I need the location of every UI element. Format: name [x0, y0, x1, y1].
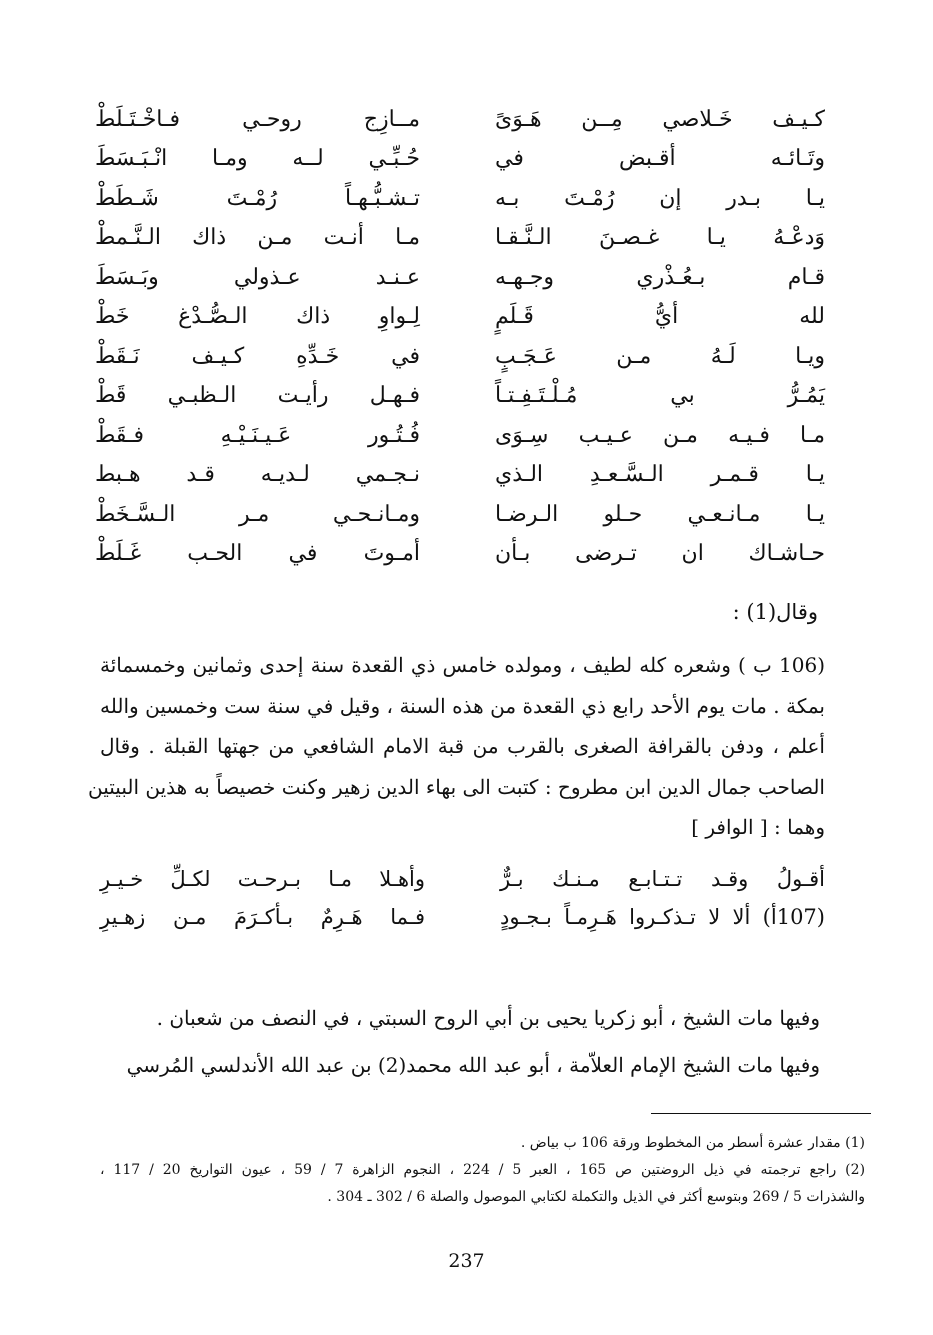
poem-stanza: [95, 100, 825, 574]
footnotes: [100, 1130, 865, 1211]
verse: [95, 495, 825, 535]
verse: [95, 377, 825, 417]
footnote-separator: [651, 1113, 871, 1114]
verse-second-hemistich: حُـبِّـي لــه ومـا انْـبَـسَطَ: [95, 146, 420, 172]
verse-second-hemistich: فـما هَـرِمٌ بـأكـرَمَ مـن زهـيرِ: [100, 904, 425, 929]
verse-first-hemistich: قـام بـعُـذْري وجـهـه: [495, 264, 825, 290]
verse-second-hemistich: فُـتُـور عَـيـنَـيْـهِ فـقَطْ: [95, 422, 420, 448]
verse-first-hemistich: مـا فـيـه مـن عـيـب سِـوَى: [495, 422, 825, 448]
verse-first-hemistich: يـا قـمـر الـسَّـعـدِ الـذي: [495, 462, 825, 488]
verse-first-hemistich: كـيـف خَـلاصي مِــن هَـوَىً: [495, 106, 825, 132]
prose-paragraph: [88, 645, 825, 848]
verse-second-hemistich: لِـواوِ ذاك الـصُّـدْغ خَطْ: [95, 304, 420, 330]
verse: [95, 298, 825, 338]
verse-second-hemistich: مـا أنـت مـن ذاك الـنَّـمطْ: [95, 225, 420, 251]
verse-first-hemistich: أقـولُ وقـد تـتـابـع مـنـك بـرٌّ: [500, 866, 825, 891]
prose-line: وهما : [ الوافر ]: [691, 815, 825, 839]
verse-first-hemistich: ويـا لَـهُ مـن عَـجَـبٍ: [495, 343, 825, 369]
verse-second-hemistich: مــازِج روحـي فـاخْـتَـلَطْ: [95, 106, 420, 132]
verse-second-hemistich: وأهـلا مـا بـرحـت لكـلِّ خـيـرِ: [100, 866, 425, 891]
verse-second-hemistich: نـجـمي لـديـه قـد هـبط: [95, 462, 420, 488]
verse: [95, 179, 825, 219]
prose-line: أعلم ، ودفن بالقرافة الصغرى بالقرب من قبة الامام الشافعي من جهتها القبلة . وقال: [100, 734, 825, 758]
verse-first-hemistich: يـا بـدر إن رُمْـتَ بـه: [495, 185, 825, 211]
verse-first-hemistich: يَمُـرُّ بي مُـلْـتَـفِـتـاً: [495, 383, 825, 409]
prose-line: (106 ب ) وشعره كله لطيف ، ومولده خامس ذي القعدة سنة إحدى وثمانين وخمسمائة: [100, 653, 825, 677]
closing-line: وفيها مات الشيخ ، أبو زكريا يحيى بن أبي الروح السبتي ، في النصف من شعبان .: [156, 1006, 820, 1030]
verse-second-hemistich: في خَـدِّهِ كـيـف نَـقَطْ: [95, 343, 420, 369]
verse-second-hemistich: عـنـد عـذولي وبَـسَطَ: [95, 264, 420, 290]
verse: [95, 219, 825, 259]
verse-first-hemistich: لله أيُّ قَـلَمٍ: [495, 304, 825, 330]
footnote-2-line-1: (2) راجع ترجمته في ذيل الروضتين ص 165 ، العبر 5 / 224 ، النجوم الزاهرة 7 / 59 ، عيون التواريخ 20 / 117 ،: [100, 1162, 866, 1178]
verse-second-hemistich: أمـوتَ في الحـب غَـلَطْ: [95, 541, 420, 567]
verse-first-hemistich: يـا مـانـعـي حـلو الـرضـا: [495, 501, 825, 527]
verse: [95, 258, 825, 298]
intro-line: وقال(1) :: [732, 600, 818, 624]
verse-second-hemistich: ومـانـحـي مـر الـسَّـخَطْ: [95, 501, 420, 527]
verse: [95, 535, 825, 575]
prose-line: الصاحب جمال الدين ابن مطروح : كتبت الى بهاء الدين زهير وكنت خصيصاً به هذين البيتين: [88, 774, 825, 799]
verse: [95, 337, 825, 377]
verse: [95, 456, 825, 496]
footnote-1: (1) مقدار عشرة أسطر من المخطوط ورقة 106 ب بياض .: [520, 1135, 865, 1151]
verse-second-hemistich: تـشـبُّـهـاً رُمْـتَ شَـطَطْ: [95, 185, 420, 211]
prose-line: بمكة . مات يوم الأحد رابع ذي القعدة من هذه السنة ، وقيل في سنة ست وخمسين والله: [100, 693, 825, 718]
verse-second-hemistich: فـهـل رأيـت الـظبـي قَطْ: [95, 383, 420, 409]
verse: [95, 100, 825, 140]
verse-first-hemistich: وتَـائـه أقـبض في: [495, 146, 825, 172]
closing-line: وفيها مات الشيخ الإمام العلاّمة ، أبو عبد الله محمد(2) بن عبد الله الأندلسي المُرسي: [126, 1053, 820, 1077]
footnote-2-line-2: والشذرات 5 / 269 وبتوسع أكثر في الذيل والتكملة لكتابي الموصول والصلة 6 / 302 ـ 304 .: [327, 1189, 865, 1205]
page-number: 237: [448, 1250, 485, 1272]
verse-first-hemistich: (107أ) ألا لا تـذكـروا هَـرِمـاً بـجـودٍ: [500, 904, 825, 929]
verse-first-hemistich: حـاشـاك ان تـرضى بـأن: [495, 541, 825, 567]
verse: [100, 860, 825, 898]
verse: [95, 416, 825, 456]
closing-paragraph: [95, 995, 820, 1089]
verse: [95, 140, 825, 180]
verse: [100, 898, 825, 936]
poem-stanza-2: [100, 860, 825, 936]
verse-first-hemistich: وَدعْـهُ يـا غـصـنَ الـنَّـقـا: [495, 225, 825, 251]
